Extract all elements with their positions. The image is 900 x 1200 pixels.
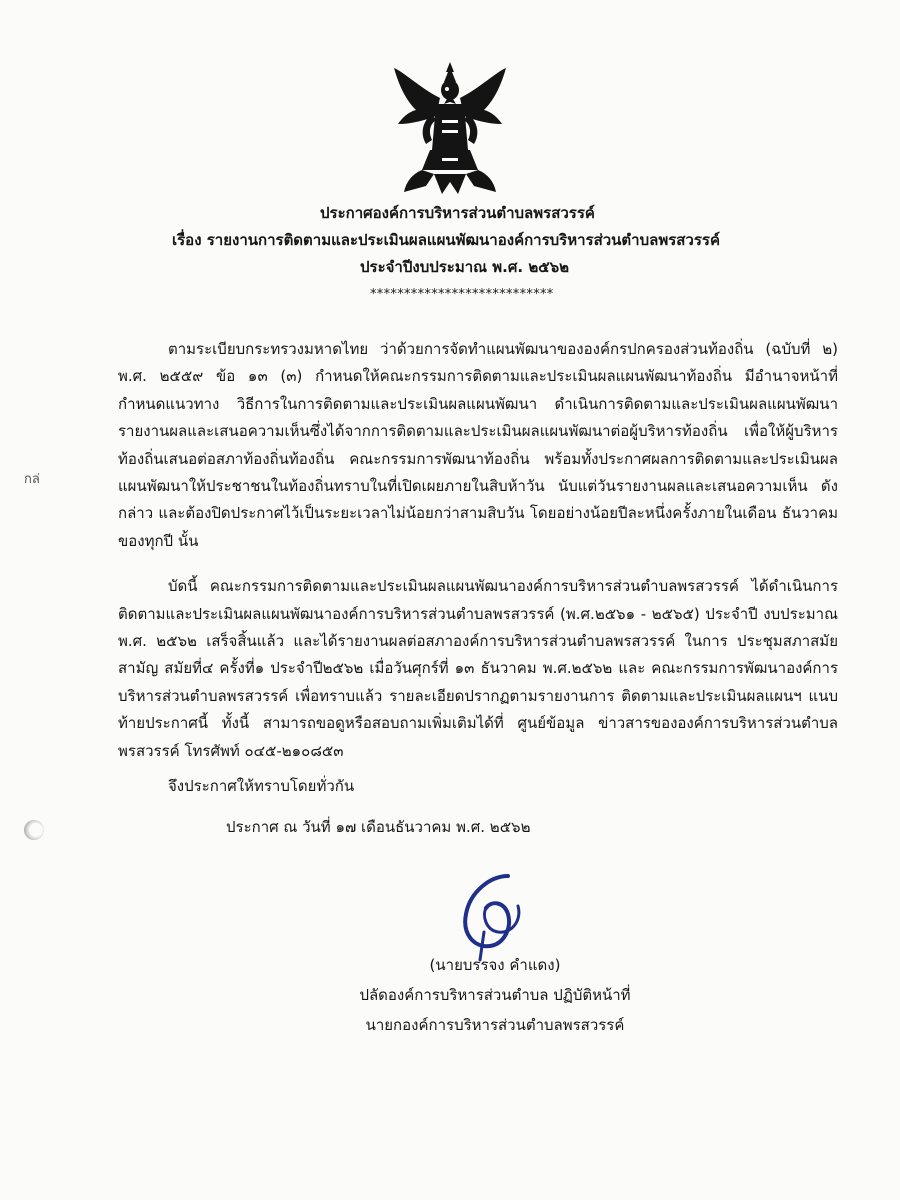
margin-note: กล่	[24, 472, 40, 487]
separator-stars: ***************************	[370, 287, 554, 302]
signature-block	[330, 950, 660, 1040]
subject-line: เรื่อง รายงานการติดตามและประเมินผลแผนพัฒนาองค์การบริหารส่วนตำบลพรสวรรค์	[172, 231, 720, 249]
paragraph-regulation: ตามระเบียบกระทรวงมหาดไทย ว่าด้วยการจัดทำแผนพัฒนาขององค์กรปกครองส่วนท้องถิ่น (ฉบับที่ ๒) พ.ศ. ๒๕๕๙ ข้อ ๑๓ (๓) กำหนดให้คณะกรรมการติดตามและประเมินผลแผนพัฒนาท้องถิ่น มีอำนาจหน้าที่ กำหนดแนวทาง วิธีการในการติดตามและประเมินผลแผนพัฒนา ดำเนินการติดตามและประเมินผลแผนพัฒนา รายงานผลและเสนอความเห็นซึ่งได้จากการติดตามและประเมินผลแผนพัฒนาต่อผู้บริหารท้องถิ่น เพื่อให้ผู้บริหาร ท้องถิ่นเสนอต่อสภาท้องถิ่นท้องถิ่น คณะกรรมการพัฒนาท้องถิ่น พร้อมทั้งประกาศผลการติดตามและประเมินผล แผนพัฒนาให้ประชาชนในท้องถิ่นทราบในที่เปิดเผยภายในสิบห้าวัน นับแต่วันรายงานผลและเสนอความเห็น ดังกล่าว และต้องปิดประกาศไว้เป็นระยะเวลาไม่น้อยกว่าสามสิบวัน โดยอย่างน้อยปีละหนึ่งครั้งภายในเดือน ธันวาคมของทุกปี นั้น	[118, 340, 838, 550]
closing-line: จึงประกาศให้ทราบโดยทั่วกัน	[168, 777, 355, 795]
signatory-title: ปลัดองค์การบริหารส่วนตำบล ปฏิบัติหน้าที่	[359, 986, 631, 1004]
signatory-name: (นายบรรจง คำแดง)	[429, 956, 561, 974]
fiscal-year-line: ประจำปีงบประมาณ พ.ศ. ๒๕๖๒	[360, 258, 569, 276]
date-line: ประกาศ ณ วันที่ ๑๗ เดือนธันวาคม พ.ศ. ๒๕๖๒	[226, 818, 531, 836]
signatory-position: นายกองค์การบริหารส่วนตำบลพรสวรรค์	[365, 1016, 625, 1034]
paragraph-report: บัดนี้ คณะกรรมการติดตามและประเมินผลแผนพัฒนาองค์การบริหารส่วนตำบลพรสวรรค์ ได้ดำเนินการ ติดตามและประเมินผลแผนพัฒนาองค์การบริหารส่วนตำบลพรสวรรค์ (พ.ศ.๒๕๖๑ - ๒๕๖๕) ประจำปี งบประมาณ พ.ศ. ๒๕๖๒ เสร็จสิ้นแล้ว และได้รายงานผลต่อสภาองค์การบริหารส่วนตำบลพรสวรรค์ ในการ ประชุมสภาสมัยสามัญ สมัยที่๔ ครั้งที่๑ ประจำปี๒๕๖๒ เมื่อวันศุกร์ที่ ๑๓ ธันวาคม พ.ศ.๒๕๖๒ และ คณะกรรมการพัฒนาองค์การบริหารส่วนตำบลพรสวรรค์ เพื่อทราบแล้ว รายละเอียดปรากฏตามรายงานการ ติดตามและประเมินผลแผนฯ แนบท้ายประกาศนี้ ทั้งนี้ สามารถขอดูหรือสอบถามเพิ่มเติมได้ที่ ศูนย์ข้อมูล ข่าวสารขององค์การบริหารส่วนตำบลพรสวรรค์ โทรศัพท์ ๐๔๕-๒๑๐๘๕๓	[118, 577, 838, 760]
garuda-emblem-icon	[386, 58, 514, 198]
announcement-header	[150, 200, 750, 308]
punch-hole	[24, 820, 44, 840]
announcement-body	[118, 336, 838, 765]
issuer-title: ประกาศองค์การบริหารส่วนตำบลพรสวรรค์	[320, 204, 595, 222]
